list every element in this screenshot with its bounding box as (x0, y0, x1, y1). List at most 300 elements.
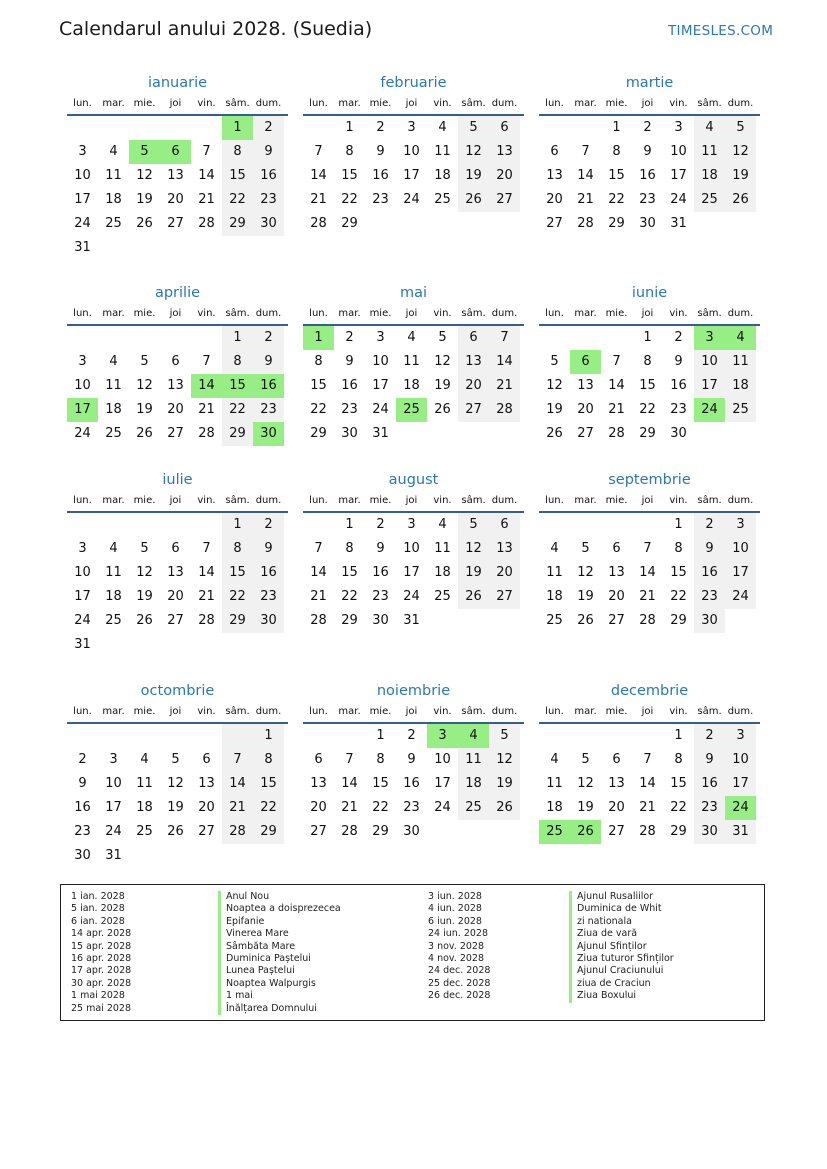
day-cell: 11 (546, 565, 563, 580)
day-cell: 15 (222, 561, 253, 585)
weekday-label: mie. (369, 98, 392, 109)
day-cell: 22 (222, 398, 253, 422)
day-cell: 28 (489, 398, 520, 422)
day-cell: 21 (639, 800, 656, 815)
day-cell: 8 (674, 752, 683, 767)
day-cell: 12 (546, 378, 563, 393)
day-cell: 2 (643, 120, 652, 135)
day-cell: 30 (341, 426, 358, 441)
day-cell: 10 (725, 537, 756, 561)
day-cell: 19 (136, 589, 153, 604)
day-cell: 20 (167, 192, 184, 207)
day-cell: 4 (438, 120, 447, 135)
day-cell: 31 (105, 848, 122, 863)
day-cell: 4 (550, 752, 559, 767)
legend-date: 4 iun. 2028 (428, 903, 482, 915)
legend-names-left (218, 891, 341, 1015)
legend-holiday-name: Duminica de Whit (569, 903, 674, 915)
days-grid (67, 513, 288, 657)
day-cell: 31 (74, 240, 91, 255)
weekday-label: vin. (669, 706, 688, 717)
day-cell: 10 (403, 144, 420, 159)
legend-date: 25 dec. 2028 (428, 977, 491, 989)
day-cell: 12 (136, 168, 153, 183)
day-cell: 27 (458, 398, 489, 422)
day-cell: 23 (403, 800, 420, 815)
weekday-label: mie. (605, 98, 628, 109)
weekday-label: mar. (574, 308, 597, 319)
day-cell: 1 (345, 120, 354, 135)
brand-link[interactable]: TIMESLES.COM (668, 23, 774, 39)
day-cell: 22 (670, 589, 687, 604)
legend-holiday-name: Ziua de vară (569, 928, 674, 940)
weekday-label: dum. (491, 706, 518, 717)
day-cell: 9 (407, 752, 416, 767)
day-cell: 23 (639, 192, 656, 207)
day-cell: 21 (198, 192, 215, 207)
day-cell: 12 (136, 378, 153, 393)
day-cell: 5 (550, 354, 559, 369)
legend-holiday-name: Noaptea a doisprezecea (218, 903, 341, 915)
day-cell: 13 (310, 776, 327, 791)
day-cell: 20 (489, 164, 520, 188)
weekday-label: joi (641, 495, 654, 506)
day-cell: 18 (546, 800, 563, 815)
day-cell: 26 (546, 426, 563, 441)
weekday-header (303, 491, 524, 513)
day-cell: 3 (78, 144, 87, 159)
weekday-label: dum. (727, 495, 754, 506)
day-cell: 23 (694, 585, 725, 609)
day-cell: 3 (78, 354, 87, 369)
weekday-label: mie. (605, 495, 628, 506)
day-cell: 2 (674, 330, 683, 345)
day-cell: 16 (253, 164, 284, 188)
day-cell: 14 (341, 776, 358, 791)
day-cell: 20 (458, 374, 489, 398)
day-cell: 26 (458, 188, 489, 212)
holiday-day-cell: 4 (458, 724, 489, 748)
day-cell: 10 (105, 776, 122, 791)
weekday-label: dum. (255, 308, 282, 319)
empty-cell (570, 724, 601, 748)
weekday-label: joi (405, 98, 418, 109)
weekday-label: dum. (255, 98, 282, 109)
weekday-label: sâm. (225, 98, 250, 109)
day-cell: 24 (372, 402, 389, 417)
day-cell: 11 (725, 350, 756, 374)
day-cell: 14 (639, 776, 656, 791)
day-cell: 11 (546, 776, 563, 791)
legend-date: 25 mai 2028 (71, 1002, 132, 1014)
day-cell: 14 (577, 168, 594, 183)
days-grid (303, 326, 524, 446)
empty-cell (539, 116, 570, 140)
day-cell: 21 (489, 374, 520, 398)
empty-cell (601, 326, 632, 350)
day-cell: 8 (345, 541, 354, 556)
holiday-day-cell: 3 (427, 724, 458, 748)
empty-cell (303, 724, 334, 748)
legend-date: 17 apr. 2028 (71, 965, 132, 977)
day-cell: 29 (639, 426, 656, 441)
day-cell: 7 (314, 144, 323, 159)
day-cell: 12 (489, 748, 520, 772)
empty-cell (539, 326, 570, 350)
day-cell: 19 (136, 402, 153, 417)
legend-names-right (569, 891, 674, 1003)
day-cell: 3 (109, 752, 118, 767)
weekday-label: vin. (197, 98, 216, 109)
day-cell: 17 (403, 168, 420, 183)
day-cell: 20 (310, 800, 327, 815)
day-cell: 11 (434, 144, 451, 159)
weekday-label: mie. (133, 706, 156, 717)
day-cell: 11 (105, 168, 122, 183)
day-cell: 2 (253, 326, 284, 350)
day-cell: 18 (434, 168, 451, 183)
day-cell: 3 (407, 120, 416, 135)
legend-date: 1 mai 2028 (71, 990, 125, 1002)
day-cell: 24 (403, 589, 420, 604)
holiday-day-cell: 16 (253, 374, 284, 398)
day-cell: 15 (222, 164, 253, 188)
day-cell: 29 (341, 613, 358, 628)
empty-cell (98, 116, 129, 140)
day-cell: 8 (376, 752, 385, 767)
empty-cell (129, 724, 160, 748)
empty-cell (67, 326, 98, 350)
weekday-label: sâm. (225, 706, 250, 717)
day-cell: 1 (222, 326, 253, 350)
month-august (303, 469, 524, 633)
empty-cell (570, 116, 601, 140)
day-cell: 17 (74, 192, 91, 207)
weekday-label: vin. (669, 495, 688, 506)
day-cell: 22 (639, 402, 656, 417)
day-cell: 20 (577, 402, 594, 417)
weekday-label: lun. (309, 706, 328, 717)
day-cell: 21 (310, 192, 327, 207)
day-cell: 17 (74, 589, 91, 604)
day-cell: 18 (136, 800, 153, 815)
day-cell: 13 (489, 537, 520, 561)
day-cell: 7 (222, 748, 253, 772)
day-cell: 5 (140, 541, 149, 556)
day-cell: 19 (458, 164, 489, 188)
legend-date: 16 apr. 2028 (71, 952, 132, 964)
day-cell: 18 (403, 378, 420, 393)
holiday-day-cell: 1 (222, 116, 253, 140)
day-cell: 26 (136, 216, 153, 231)
holiday-day-cell: 15 (222, 374, 253, 398)
day-cell: 16 (403, 776, 420, 791)
day-cell: 9 (345, 354, 354, 369)
weekday-label: joi (169, 495, 182, 506)
legend-date: 24 iun. 2028 (428, 928, 489, 940)
weekday-label: lun. (73, 98, 92, 109)
day-cell: 22 (253, 796, 284, 820)
weekday-label: joi (405, 308, 418, 319)
day-cell: 18 (105, 192, 122, 207)
day-cell: 22 (372, 800, 389, 815)
weekday-label: lun. (309, 308, 328, 319)
empty-cell (129, 513, 160, 537)
day-cell: 27 (546, 216, 563, 231)
day-cell: 13 (458, 350, 489, 374)
day-cell: 13 (608, 776, 625, 791)
day-cell: 8 (222, 140, 253, 164)
day-cell: 15 (608, 168, 625, 183)
weekday-label: mie. (605, 308, 628, 319)
weekday-label: dum. (727, 706, 754, 717)
day-cell: 3 (407, 517, 416, 532)
day-cell: 3 (725, 724, 756, 748)
weekday-label: mar. (102, 98, 125, 109)
day-cell: 29 (608, 216, 625, 231)
day-cell: 27 (198, 824, 215, 839)
legend-date: 30 apr. 2028 (71, 977, 132, 989)
day-cell: 25 (458, 796, 489, 820)
month-name: decembrie (610, 683, 689, 699)
days-grid (67, 116, 288, 260)
legend-date: 24 dec. 2028 (428, 965, 491, 977)
day-cell: 31 (403, 613, 420, 628)
weekday-label: joi (169, 706, 182, 717)
month-name: august (388, 472, 439, 488)
weekday-label: mar. (102, 706, 125, 717)
day-cell: 8 (253, 748, 284, 772)
month-februarie (303, 72, 524, 236)
day-cell: 27 (310, 824, 327, 839)
day-cell: 1 (253, 724, 284, 748)
weekday-label: lun. (73, 308, 92, 319)
day-cell: 8 (222, 350, 253, 374)
day-cell: 25 (434, 589, 451, 604)
day-cell: 16 (694, 772, 725, 796)
day-cell: 26 (167, 824, 184, 839)
day-cell: 7 (643, 752, 652, 767)
days-grid (539, 116, 760, 236)
month-name: mai (399, 285, 428, 301)
day-cell: 13 (577, 378, 594, 393)
day-cell: 6 (458, 326, 489, 350)
day-cell: 4 (109, 354, 118, 369)
day-cell: 7 (489, 326, 520, 350)
day-cell: 18 (546, 589, 563, 604)
day-cell: 29 (341, 216, 358, 231)
day-cell: 23 (670, 402, 687, 417)
month-octombrie (67, 680, 288, 868)
day-cell: 15 (372, 776, 389, 791)
day-cell: 17 (434, 776, 451, 791)
day-cell: 27 (608, 824, 625, 839)
day-cell: 17 (670, 168, 687, 183)
day-cell: 28 (198, 426, 215, 441)
weekday-label: vin. (197, 308, 216, 319)
day-cell: 19 (577, 589, 594, 604)
day-cell: 25 (105, 216, 122, 231)
day-cell: 2 (694, 724, 725, 748)
day-cell: 7 (202, 354, 211, 369)
empty-cell (601, 724, 632, 748)
weekday-label: sâm. (697, 308, 722, 319)
day-cell: 16 (372, 168, 389, 183)
day-cell: 29 (310, 426, 327, 441)
empty-cell (539, 724, 570, 748)
day-cell: 9 (694, 748, 725, 772)
day-cell: 26 (136, 613, 153, 628)
day-cell: 24 (434, 800, 451, 815)
day-cell: 1 (222, 513, 253, 537)
day-cell: 3 (78, 541, 87, 556)
day-cell: 2 (253, 116, 284, 140)
weekday-label: sâm. (461, 308, 486, 319)
day-cell: 30 (253, 212, 284, 236)
month-noiembrie (303, 680, 524, 844)
day-cell: 12 (136, 565, 153, 580)
day-cell: 10 (74, 565, 91, 580)
weekday-label: dum. (727, 98, 754, 109)
day-cell: 21 (198, 589, 215, 604)
day-cell: 8 (345, 144, 354, 159)
day-cell: 10 (434, 752, 451, 767)
day-cell: 18 (458, 772, 489, 796)
holiday-day-cell: 24 (725, 796, 756, 820)
day-cell: 3 (674, 120, 683, 135)
month-name: ianuarie (147, 75, 208, 91)
empty-cell (129, 116, 160, 140)
day-cell: 8 (314, 354, 323, 369)
weekday-label: lun. (545, 706, 564, 717)
day-cell: 30 (74, 848, 91, 863)
weekday-label: mie. (605, 706, 628, 717)
day-cell: 16 (341, 378, 358, 393)
day-cell: 18 (694, 164, 725, 188)
weekday-label: vin. (669, 308, 688, 319)
weekday-label: lun. (73, 495, 92, 506)
day-cell: 20 (167, 589, 184, 604)
empty-cell (632, 724, 663, 748)
day-cell: 18 (105, 402, 122, 417)
day-cell: 17 (694, 374, 725, 398)
day-cell: 7 (581, 144, 590, 159)
day-cell: 11 (694, 140, 725, 164)
day-cell: 1 (345, 517, 354, 532)
day-cell: 23 (372, 192, 389, 207)
day-cell: 17 (105, 800, 122, 815)
legend-holiday-name: Ziua tuturor Sfinților (569, 953, 674, 965)
day-cell: 23 (74, 824, 91, 839)
day-cell: 12 (434, 354, 451, 369)
legend-holiday-name: Anul Nou (218, 891, 341, 903)
day-cell: 12 (458, 537, 489, 561)
day-cell: 26 (489, 796, 520, 820)
weekday-label: joi (169, 308, 182, 319)
days-grid (539, 326, 760, 446)
day-cell: 26 (725, 188, 756, 212)
weekday-header (67, 94, 288, 116)
day-cell: 4 (550, 541, 559, 556)
day-cell: 1 (674, 728, 683, 743)
weekday-label: mie. (369, 706, 392, 717)
day-cell: 9 (694, 537, 725, 561)
day-cell: 19 (489, 772, 520, 796)
holiday-day-cell: 25 (396, 398, 427, 422)
holiday-day-cell: 5 (129, 140, 160, 164)
day-cell: 5 (458, 116, 489, 140)
legend-date: 5 ian. 2028 (71, 903, 125, 915)
day-cell: 21 (310, 589, 327, 604)
day-cell: 5 (581, 541, 590, 556)
legend-holiday-name: Epifanie (218, 916, 341, 928)
day-cell: 28 (639, 824, 656, 839)
day-cell: 15 (670, 776, 687, 791)
day-cell: 29 (670, 824, 687, 839)
day-cell: 10 (403, 541, 420, 556)
day-cell: 29 (253, 820, 284, 844)
day-cell: 2 (376, 120, 385, 135)
day-cell: 6 (171, 541, 180, 556)
day-cell: 7 (202, 541, 211, 556)
weekday-label: mar. (338, 98, 361, 109)
legend-dates-right (428, 891, 490, 1003)
day-cell: 27 (608, 613, 625, 628)
day-cell: 7 (345, 752, 354, 767)
holiday-day-cell: 4 (725, 326, 756, 350)
day-cell: 13 (546, 168, 563, 183)
day-cell: 15 (341, 565, 358, 580)
day-cell: 7 (202, 144, 211, 159)
day-cell: 17 (372, 378, 389, 393)
month-mai (303, 282, 524, 446)
day-cell: 25 (105, 426, 122, 441)
days-grid (303, 724, 524, 844)
day-cell: 28 (310, 216, 327, 231)
day-cell: 1 (643, 330, 652, 345)
weekday-label: vin. (433, 495, 452, 506)
weekday-label: sâm. (697, 706, 722, 717)
day-cell: 12 (725, 140, 756, 164)
empty-cell (98, 326, 129, 350)
day-cell: 28 (310, 613, 327, 628)
day-cell: 1 (674, 517, 683, 532)
holiday-legend (60, 884, 765, 1021)
day-cell: 25 (694, 188, 725, 212)
day-cell: 14 (489, 350, 520, 374)
day-cell: 10 (74, 168, 91, 183)
holiday-day-cell: 24 (694, 398, 725, 422)
weekday-label: lun. (309, 495, 328, 506)
day-cell: 19 (136, 192, 153, 207)
day-cell: 17 (403, 565, 420, 580)
month-martie (539, 72, 760, 236)
day-cell: 12 (577, 776, 594, 791)
weekday-label: mie. (133, 98, 156, 109)
legend-holiday-name: Ajunul Sfinților (569, 941, 674, 953)
weekday-label: vin. (433, 308, 452, 319)
empty-cell (191, 116, 222, 140)
weekday-label: vin. (197, 706, 216, 717)
legend-dates-left (71, 891, 131, 1015)
day-cell: 11 (136, 776, 153, 791)
month-iulie (67, 469, 288, 657)
legend-holiday-name: ziua de Craciun (569, 978, 674, 990)
day-cell: 4 (694, 116, 725, 140)
day-cell: 20 (608, 589, 625, 604)
day-cell: 6 (202, 752, 211, 767)
weekday-label: joi (641, 308, 654, 319)
